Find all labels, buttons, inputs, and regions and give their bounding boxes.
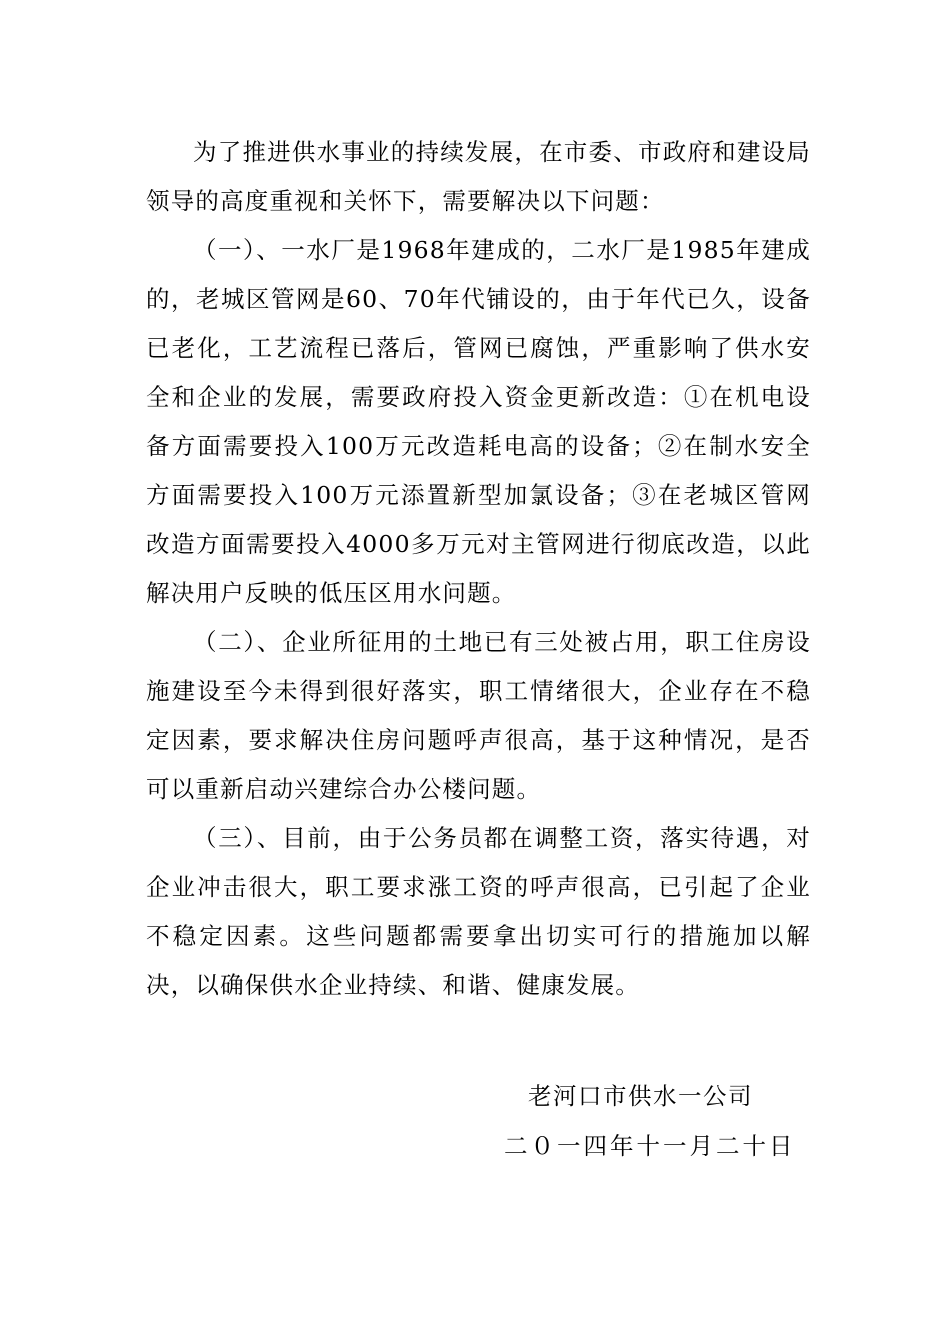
signature-date: 二０一四年十一月二十日	[504, 1132, 796, 1160]
document-body	[146, 128, 811, 1010]
paragraph-item-1: （一）、一水厂是1968年建成的，二水厂是1985年建成的，老城区管网是60、70年代铺设的，由于年代已久，设备已老化，工艺流程已落后，管网已腐蚀，严重影响了供水安全和企业的发展，需要政府投入资金更新改造：①在机电设备方面需要投入100万元改造耗电高的设备；②在制水安全方面需要投入100万元添置新型加氯设备；③在老城区管网改造方面需要投入4000多万元对主管网进行彻底改造，以此解决用户反映的低压区用水问题。	[146, 236, 811, 607]
paragraph-item-2: （二）、企业所征用的土地已有三处被占用，职工住房设施建设至今未得到很好落实，职工情绪很大，企业存在不稳定因素，要求解决住房问题呼声很高，基于这种情况，是否可以重新启动兴建综合办公楼问题。	[146, 628, 811, 803]
signature-organization: 老河口市供水一公司	[528, 1082, 753, 1110]
paragraph-intro: 为了推进供水事业的持续发展，在市委、市政府和建设局领导的高度重视和关怀下，需要解决以下问题：	[146, 138, 811, 215]
paragraph-item-3: （三）、目前，由于公务员都在调整工资，落实待遇，对企业冲击很大，职工要求涨工资的呼声很高，已引起了企业不稳定因素。这些问题都需要拿出切实可行的措施加以解决，以确保供水企业持续、和谐、健康发展。	[146, 824, 811, 999]
signature-block	[0, 1074, 950, 1194]
